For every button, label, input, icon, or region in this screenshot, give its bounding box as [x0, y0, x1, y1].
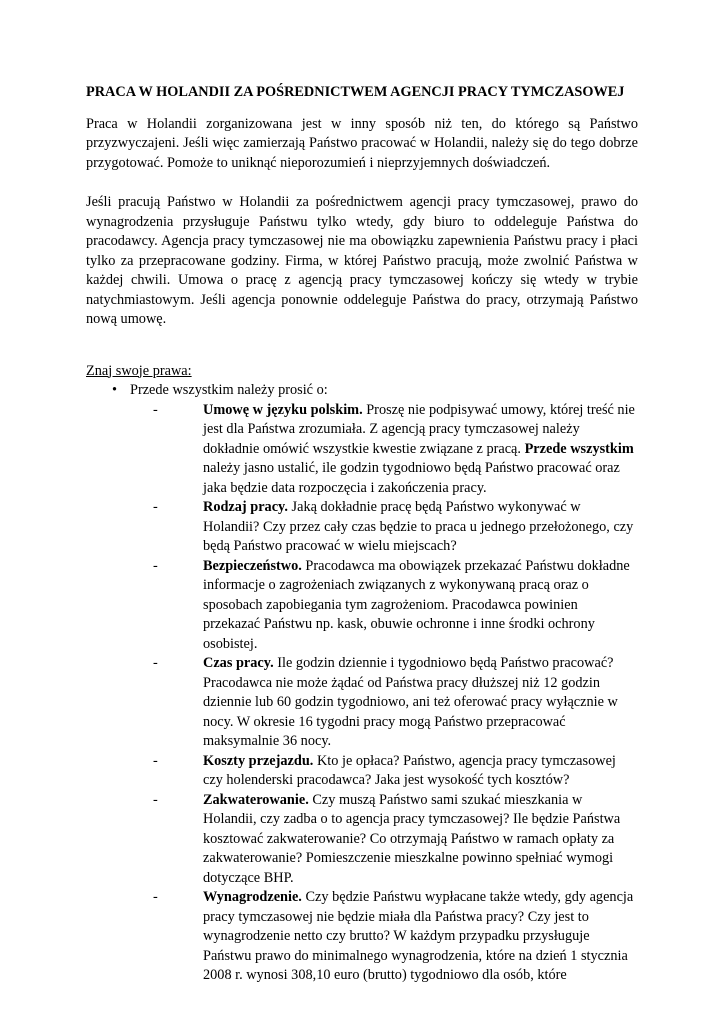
item-text: Czy muszą Państwo sami szukać mieszkania w Holandii, czy zadba o to agencja pracy tymczasowej? Ile będzie Państwa kosztować zakwaterowanie? Co otrzymają Państwo w ramach opłaty za zakwaterowanie? Pomieszczenie mieszkalne powinno spełniać wymogi dotyczące BHP. [203, 791, 621, 886]
rights-heading: Znaj swoje prawa: [86, 362, 192, 379]
dash-icon: - [153, 791, 158, 808]
rights-list [86, 401, 638, 986]
dash-icon: - [153, 752, 158, 769]
rights-item-working-time [86, 654, 638, 752]
item-text: Pracodawca ma obowiązek przekazać Państwu dokładne informacje o zagrożeniach związanych z wykonywaną pracą oraz o sposobach zapobiegania tym zagrożeniom. Pracodawca powinien przekazać Państwu np. kask, obuwie ochronne i inne środki ochrony osobistej. [203, 557, 630, 652]
dash-icon: - [153, 655, 158, 671]
bullet-icon: • [112, 382, 118, 398]
rights-item-work-type [86, 498, 638, 557]
item-lead: Koszty przejazdu. [203, 752, 314, 769]
item-lead: Czas pracy. [203, 655, 274, 671]
item-text: Proszę nie podpisywać umowy, której treść nie jest dla Państwa zrozumiała. Z agencją pracy tymczasowej należy dokładnie omówić wszystkie kwestie związane z pracą. [203, 401, 635, 457]
document-title: PRACA W HOLANDII ZA POŚREDNICTWEM AGENCJI PRACY TYMCZASOWEJ [86, 84, 625, 100]
item-lead: Rodzaj pracy. [203, 499, 288, 515]
dash-icon: - [153, 499, 158, 515]
bullet-item [86, 381, 638, 401]
item-lead-secondary: Przede wszystkim [524, 440, 634, 457]
dash-icon: - [153, 401, 158, 418]
item-lead: Zakwaterowanie. [203, 791, 309, 808]
item-text: Ile godzin dziennie i tygodniowo będą Państwo pracować? Pracodawca nie może żądać od Państwa pracy dłuższej niż 12 godzin dziennie lub 60 godzin tygodniowo, ani też oferować pracy wyłącznie w nocy. W okresie 16 tygodni pracy mogą Państwo przepracować maksymalnie 36 nocy. [203, 655, 618, 749]
item-text: Kto je opłaca? Państwo, agencja pracy tymczasowej czy holenderski pracodawca? Jaka jest wysokość tych kosztów? [203, 752, 616, 788]
intro-paragraph: Praca w Holandii zorganizowana jest w inny sposób niż ten, do którego są Państwo przyzwyczajeni. Jeśli więc zamierzają Państwo pracować w Holandii, należy się do tego dobrze przygotować. Pomoże to uniknąć nieporozumień i nieprzyjemnych doświadczeń. [86, 115, 638, 171]
item-lead: Wynagrodzenie. [203, 889, 302, 905]
rights-item-salary [86, 888, 638, 986]
dash-icon: - [153, 889, 158, 905]
item-text: Czy będzie Państwu wypłacane także wtedy, gdy agencja pracy tymczasowej nie będzie miała dla Państwa pracy? Czy jest to wynagrodzenie netto czy brutto? W każdym przypadku przysługuje Państwu prawo do minimalnego wynagrodzenia, które na dzień 1 stycznia 2008 r. wynosi 308,10 euro (brutto) tygodniowo dla osób, które [203, 889, 634, 983]
item-lead: Bezpieczeństwo. [203, 557, 302, 574]
rights-item-accommodation [86, 791, 638, 889]
rights-item-contract [86, 401, 638, 499]
item-text: Jaką dokładnie pracę będą Państwo wykonywać w Holandii? Czy przez cały czas będzie to praca u jednego przełożonego, czy będą Państwo pracować w wielu miejscach? [203, 499, 634, 554]
item-text-secondary: należy jasno ustalić, ile godzin tygodniowo będą Państwo pracować oraz jaka będzie data rozpoczęcia i zakończenia pracy. [203, 460, 620, 496]
dash-icon: - [153, 557, 158, 574]
bullet-text: Przede wszystkim należy prosić o: [130, 382, 328, 398]
agency-paragraph: Jeśli pracują Państwo w Holandii za pośrednictwem agencji pracy tymczasowej, prawo do wynagrodzenia przysługuje Państwu tylko wtedy, gdy biuro to oddeleguje Państwa do pracodawcy. Agencja pracy tymczasowej nie ma obowiązku zapewnienia Państwu pracy i płaci tylko za przepracowane godziny. Firma, w której Państwo pracują, może zwolnić Państwa w każdej chwili. Umowa o pracę z agencją pracy tymczasowej kończy się wtedy w trybie natychmiastowym. Jeśli agencja ponownie oddeleguje Państwa do pracy, otrzymają Państwo nową umowę. [86, 194, 638, 327]
rights-item-safety [86, 557, 638, 655]
item-lead: Umowę w języku polskim. [203, 401, 363, 418]
rights-item-travel-costs [86, 752, 638, 791]
